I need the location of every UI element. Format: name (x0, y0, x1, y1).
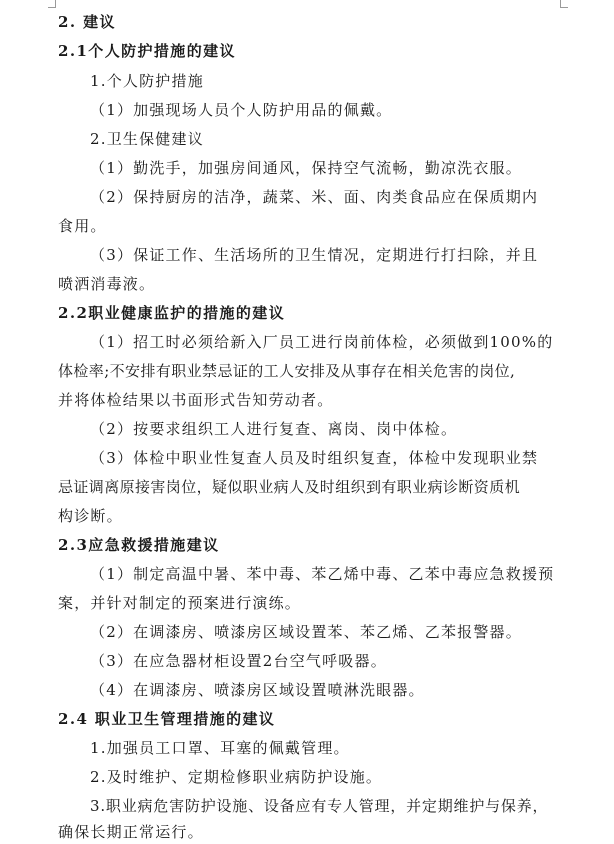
paragraph-line: （3）体检中职业性复查人员及时组织复查，体检中发现职业禁 (90, 449, 539, 467)
paragraph-line: 1.加强员工口罩、耳塞的佩戴管理。 (90, 739, 350, 757)
paragraph-line: （1）勤洗手，加强房间通风，保持空气流畅，勤凉洗衣服。 (90, 159, 522, 177)
paragraph-line: （3）保证工作、生活场所的卫生情况，定期进行打扫除，并且 (90, 246, 539, 264)
paragraph-line: （1）招工时必须给新入厂员工进行岗前体检，必须做到100%的 (90, 333, 554, 351)
paragraph-line: （1）加强现场人员个人防护用品的佩戴。 (90, 101, 393, 119)
crop-mark-top-left (48, 0, 56, 8)
paragraph-line: 确保长期正常运行。 (58, 823, 204, 841)
paragraph-line: 2.卫生保健建议 (90, 130, 204, 148)
paragraph-line: （3）在应急器材柜设置2台空气呼吸器。 (90, 652, 387, 670)
paragraph-line: （1）制定高温中暑、苯中毒、苯乙烯中毒、乙苯中毒应急救援预 (90, 565, 555, 583)
paragraph-line: 食用。 (58, 217, 107, 235)
paragraph-line: 并将体检结果以书面形式告知劳动者。 (58, 391, 334, 409)
subsection-heading: 2.1个人防护措施的建议 (58, 42, 236, 60)
subsection-heading: 2.3应急救援措施建议 (58, 536, 220, 554)
paragraph-line: 1.个人防护措施 (90, 72, 204, 90)
crop-mark-top-right (560, 0, 568, 8)
paragraph-line: 2.及时维护、定期检修职业病防护设施。 (90, 768, 383, 786)
paragraph-line: 体检率;不安排有职业禁忌证的工人安排及从事存在相关危害的岗位, (58, 362, 516, 380)
paragraph-line: 喷洒消毒液。 (58, 275, 156, 293)
paragraph-line: （4）在调漆房、喷漆房区域设置喷淋洗眼器。 (90, 681, 425, 699)
paragraph-line: 3.职业病危害防护设施、设备应有专人管理，并定期维护与保养， (90, 797, 549, 815)
paragraph-line: （2）按要求组织工人进行复查、离岗、岗中体检。 (90, 420, 458, 438)
subsection-heading: 2.2职业健康监护的措施的建议 (58, 304, 286, 322)
paragraph-line: （2）在调漆房、喷漆房区域设置苯、苯乙烯、乙苯报警器。 (90, 623, 522, 641)
paragraph-line: 构诊断。 (58, 507, 123, 525)
paragraph-line: 忌证调离原接害岗位，疑似职业病人及时组织到有职业病诊断资质机 (58, 478, 521, 496)
section-heading: 2. 建议 (58, 13, 116, 31)
paragraph-line: （2）保持厨房的洁净，蔬菜、米、面、肉类食品应在保质期内 (90, 188, 539, 206)
paragraph-line: 案，并针对制定的预案进行演练。 (58, 594, 302, 612)
subsection-heading: 2.4 职业卫生管理措施的建议 (58, 710, 276, 728)
